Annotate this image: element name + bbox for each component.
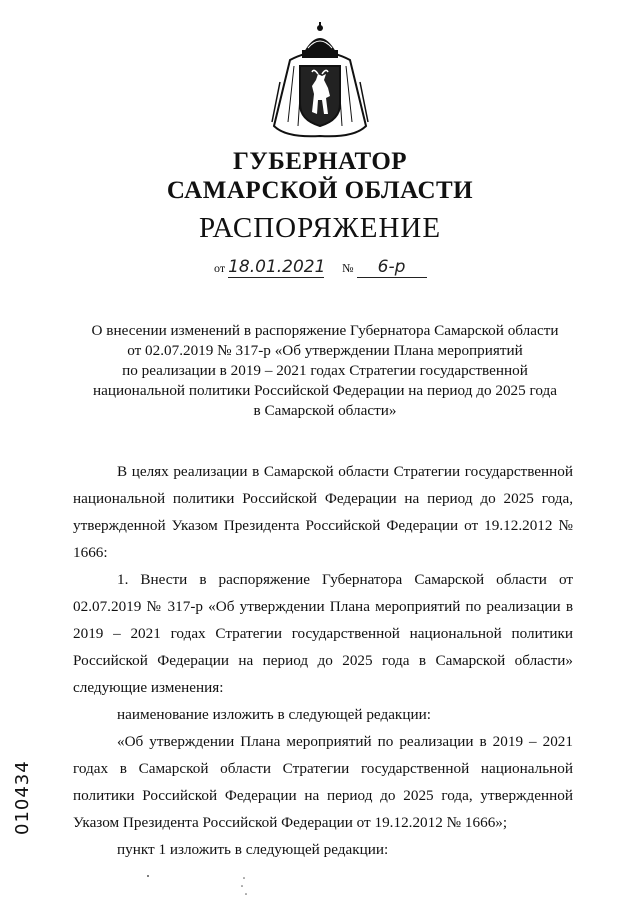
document-subject xyxy=(80,321,570,421)
margin-registration-number: 010434 xyxy=(12,760,33,835)
number-label: № xyxy=(342,261,354,275)
subject-line: О внесении изменений в распоряжение Губернатора Самарской области xyxy=(91,322,559,339)
subject-line: в Самарской области» xyxy=(253,402,397,419)
document-date: 18.01.2021 xyxy=(228,257,326,277)
body-paragraph: В целях реализации в Самарской области Стратегии государственной национальной политики Российской Федерации на период до 2025 года, утвержденной Указом Президента Российской Федерации от 19.12.2012 № 1666: xyxy=(73,463,573,561)
body-paragraph: «Об утверждении Плана мероприятий по реализации в 2019 – 2021 годах в Самарской области Стратегии государственной национальной политики Российской Федерации на период до 2025 года, утвержденной Указом Президента Российской Федерации от 19.12.2012 № 1666»; xyxy=(73,733,573,831)
scan-specks xyxy=(140,872,280,902)
body-paragraph: 1. Внести в распоряжение Губернатора Самарской области от 02.07.2019 № 317-р «Об утверждении Плана мероприятий по реализации в 2019 – 2021 годах Стратегии государственной национальной политики Российской Федерации на период до 2025 года в Самарской области» следующие изменения: xyxy=(73,571,573,696)
body-paragraph: наименование изложить в следующей редакции: xyxy=(117,706,431,723)
date-number-line xyxy=(214,257,427,278)
subject-line: от 02.07.2019 № 317-р «Об утверждении Плана мероприятий xyxy=(127,342,523,359)
date-from-label: от xyxy=(214,261,226,275)
document-type-title: РАСПОРЯЖЕНИЕ xyxy=(198,212,442,244)
subject-line: национальной политики Российской Федерации на период до 2025 года xyxy=(92,382,558,399)
document-number: 6-р xyxy=(377,257,406,277)
header-line-2: САМАРСКОЙ ОБЛАСТИ xyxy=(166,177,474,204)
body-paragraph: пункт 1 изложить в следующей редакции: xyxy=(117,841,389,858)
subject-line: по реализации в 2019 – 2021 годах Стратегии государственной xyxy=(122,362,528,379)
samara-coat-of-arms-emblem xyxy=(268,22,372,140)
document-body xyxy=(73,458,573,863)
header-line-1: ГУБЕРНАТОР xyxy=(232,148,408,175)
